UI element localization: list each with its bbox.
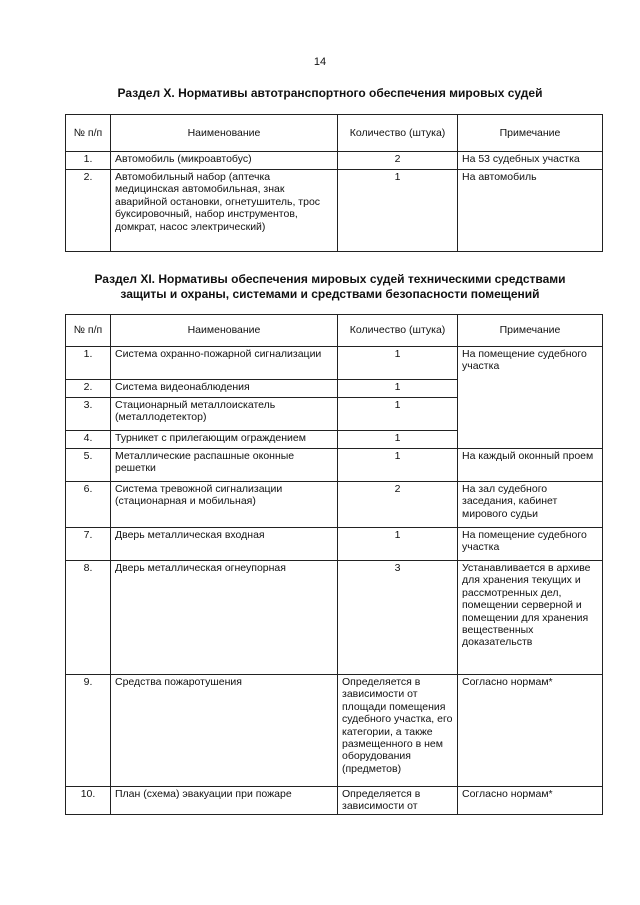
row-quantity: Определяется в зависимости от площади помещения судебного участка, его категории, а также размещенного в нем оборудования (предметов) (338, 675, 458, 787)
row-quantity: 1 (338, 398, 458, 431)
col-header-number: № п/п (66, 315, 111, 347)
row-name: Система видеонаблюдения (111, 380, 338, 398)
row-quantity: 3 (338, 561, 458, 675)
row-note: Согласно нормам* (458, 787, 603, 815)
row-quantity: 2 (338, 152, 458, 170)
row-quantity: Определяется в зависимости от (338, 787, 458, 815)
table-row (66, 347, 603, 380)
row-number: 2. (66, 170, 111, 252)
table-row (66, 152, 603, 170)
col-header-name: Наименование (111, 315, 338, 347)
row-name: Дверь металлическая огнеупорная (111, 561, 338, 675)
row-quantity: 1 (338, 380, 458, 398)
table-header-row (66, 115, 603, 152)
row-quantity: 1 (338, 170, 458, 252)
row-number: 8. (66, 561, 111, 675)
section-11-title (60, 272, 600, 302)
row-quantity: 1 (338, 449, 458, 482)
col-header-note: Примечание (458, 315, 603, 347)
col-header-quantity: Количество (штука) (338, 315, 458, 347)
table-row (66, 528, 603, 561)
row-name: Средства пожаротушения (111, 675, 338, 787)
row-number: 5. (66, 449, 111, 482)
table-row (66, 170, 603, 252)
col-header-name: Наименование (111, 115, 338, 152)
row-note: На 53 судебных участка (458, 152, 603, 170)
row-note: На каждый оконный проем (458, 449, 603, 482)
row-name: Автомобильный набор (аптечка медицинская автомобильная, знак аварийной остановки, огнетушитель, трос буксировочный, набор инструментов, домкрат, насос электрический) (111, 170, 338, 252)
row-number: 7. (66, 528, 111, 561)
page-number: 14 (313, 56, 327, 68)
row-number: 9. (66, 675, 111, 787)
row-number: 1. (66, 347, 111, 380)
table-row (66, 675, 603, 787)
table-header-row (66, 315, 603, 347)
row-quantity: 1 (338, 347, 458, 380)
row-number: 1. (66, 152, 111, 170)
row-quantity: 1 (338, 528, 458, 561)
table-row (66, 482, 603, 528)
section-11-title-line2: защиты и охраны, системами и средствами безопасности помещений (120, 287, 540, 301)
row-name: Турникет с прилегающим ограждением (111, 431, 338, 449)
row-note: На автомобиль (458, 170, 603, 252)
row-name: Стационарный металлоискатель (металлодетектор) (111, 398, 338, 431)
row-quantity: 1 (338, 431, 458, 449)
security-norms-table (65, 314, 603, 815)
row-name: Система тревожной сигнализации (стационарная и мобильная) (111, 482, 338, 528)
row-name: Дверь металлическая входная (111, 528, 338, 561)
row-number: 2. (66, 380, 111, 398)
col-header-quantity: Количество (штука) (338, 115, 458, 152)
row-number: 10. (66, 787, 111, 815)
row-note: На помещение судебного участка (458, 528, 603, 561)
table-row (66, 449, 603, 482)
section-10-title: Раздел X. Нормативы автотранспортного обеспечения мировых судей (117, 86, 543, 100)
section-11-title-line1: Раздел XI. Нормативы обеспечения мировых судей техническими средствами (94, 272, 566, 286)
row-name: Металлические распашные оконные решетки (111, 449, 338, 482)
col-header-number: № п/п (66, 115, 111, 152)
row-name: Система охранно-пожарной сигнализации (111, 347, 338, 380)
row-name: План (схема) эвакуации при пожаре (111, 787, 338, 815)
row-number: 6. (66, 482, 111, 528)
row-name: Автомобиль (микроавтобус) (111, 152, 338, 170)
row-quantity: 2 (338, 482, 458, 528)
row-number: 3. (66, 398, 111, 431)
vehicle-norms-table (65, 114, 603, 252)
table-row (66, 787, 603, 815)
row-note: Согласно нормам* (458, 675, 603, 787)
col-header-note: Примечание (458, 115, 603, 152)
row-number: 4. (66, 431, 111, 449)
row-note: Устанавливается в архиве для хранения текущих и рассмотренных дел, помещении серверной и помещении для хранения вещественных доказательств (458, 561, 603, 675)
row-note: На зал судебного заседания, кабинет мирового судьи (458, 482, 603, 528)
table-row (66, 561, 603, 675)
row-note: На помещение судебного участка (458, 347, 603, 449)
